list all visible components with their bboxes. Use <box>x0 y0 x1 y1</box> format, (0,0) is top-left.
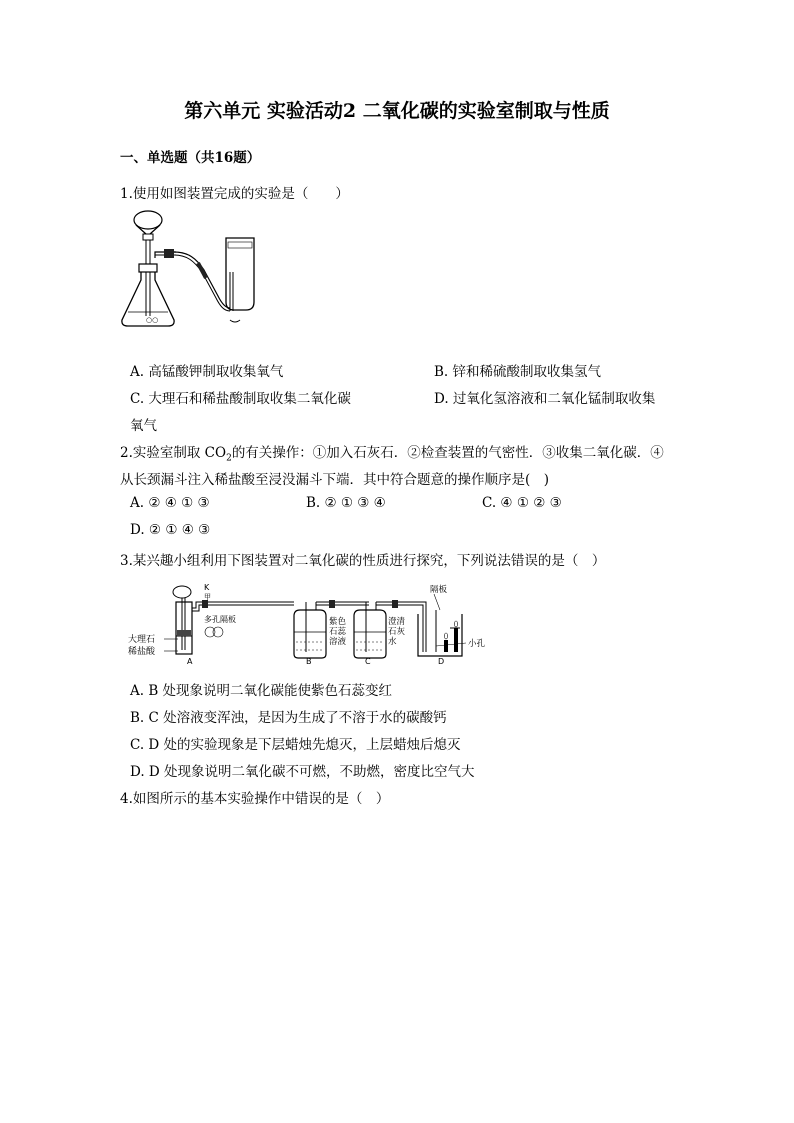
label-lime-2: 石灰 <box>388 627 406 637</box>
q2-option-d[interactable]: D. ② ① ④ ③ <box>130 522 211 538</box>
q1-option-c[interactable]: C. 大理石和稀盐酸制取收集二氧化碳 <box>130 391 351 407</box>
question-1-stem: 1.使用如图装置完成的实验是（ ） <box>120 186 349 202</box>
q2-option-b[interactable]: B. ② ① ③ ④ <box>306 495 386 511</box>
label-k: K <box>204 583 210 592</box>
q3-option-d[interactable]: D. D 处现象说明二氧化碳不可燃，不助燃，密度比空气大 <box>130 764 475 780</box>
label-b: B <box>306 657 312 666</box>
q1-option-b[interactable]: B. 锌和稀硫酸制取收集氢气 <box>434 364 602 380</box>
label-purple-1: 紫色 <box>329 617 347 627</box>
question-4-stem: 4.如图所示的基本实验操作中错误的是（ ） <box>120 791 390 807</box>
label-a: A <box>187 657 193 666</box>
candle-lower <box>444 640 448 652</box>
label-jia: 甲 <box>204 593 211 601</box>
stopcock <box>143 234 153 240</box>
q2-option-a[interactable]: A. ② ④ ① ③ <box>130 495 210 511</box>
label-partition: 隔板 <box>430 585 448 595</box>
question-3-apparatus-figure <box>124 580 504 670</box>
label-small-hole: 小孔 <box>468 639 486 649</box>
question-3-stem: 3.某兴趣小组利用下图装置对二氧化碳的性质进行探究，下列说法错误的是（ ） <box>120 553 606 569</box>
q2-option-c[interactable]: C. ④ ① ② ③ <box>482 495 562 511</box>
label-porous-plate: 多孔隔板 <box>204 615 236 624</box>
bottle-c <box>354 610 386 658</box>
question-2-stem-line2: 从长颈漏斗注入稀盐酸至浸没漏斗下端．其中符合题意的操作顺序是( ) <box>120 472 550 488</box>
q3-option-b[interactable]: B. C 处溶液变浑浊，是因为生成了不溶于水的碳酸钙 <box>130 710 447 726</box>
question-1-apparatus-figure <box>118 208 268 333</box>
funnel-a <box>173 586 191 598</box>
section-heading: 一、单选题（共16题） <box>120 150 261 166</box>
candle-upper <box>454 628 458 652</box>
rubber-stopper <box>139 264 157 272</box>
question-2-stem: 2.实验室制取 $CO_2$的有关操作：①加入石灰石．②检查装置的气密性．③收集二氧化碳．④ <box>120 445 664 464</box>
label-acid: 稀盐酸 <box>128 647 156 657</box>
svg-text:○○: ○○ <box>146 316 159 324</box>
q1-option-d-continued: 氧气 <box>130 418 157 434</box>
q3-option-a[interactable]: A. B 处现象说明二氧化碳能使紫色石蕊变红 <box>130 683 393 699</box>
label-lime-3: 水 <box>388 637 397 647</box>
page-title: 第六单元 实验活动2 二氧化碳的实验室制取与性质 <box>184 100 610 122</box>
label-marble: 大理石 <box>128 635 156 645</box>
bottle-b <box>294 610 326 658</box>
q1-option-d[interactable]: D. 过氧化氢溶液和二氧化锰制取收集 <box>434 391 656 407</box>
tube-a <box>176 602 192 654</box>
q3-option-c[interactable]: C. D 处的实验现象是下层蜡烛先熄灭，上层蜡烛后熄灭 <box>130 737 461 753</box>
label-purple-2: 石蕊 <box>329 627 347 637</box>
label-c: C <box>365 657 371 666</box>
label-purple-3: 溶液 <box>329 637 347 647</box>
label-d: D <box>438 657 445 666</box>
label-lime-1: 澄清 <box>388 617 406 627</box>
q1-option-a[interactable]: A. 高锰酸钾制取收集氧气 <box>130 364 284 380</box>
